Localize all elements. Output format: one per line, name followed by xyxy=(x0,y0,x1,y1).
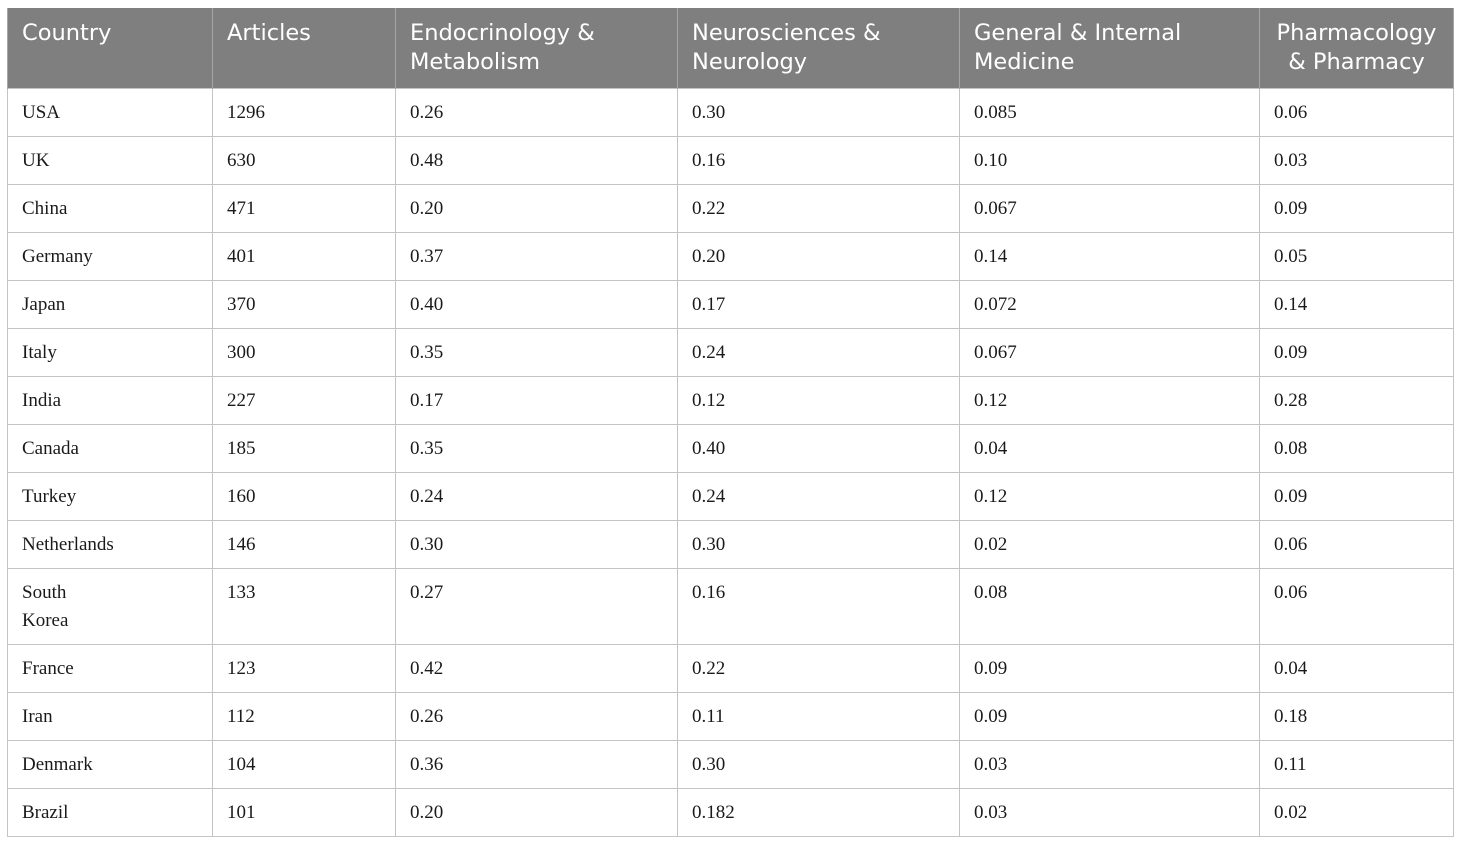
country-cell: Japan xyxy=(8,280,213,328)
pharmacology-cell: 0.06 xyxy=(1260,568,1454,644)
table-row xyxy=(8,136,1454,184)
general-medicine-cell: 0.03 xyxy=(960,788,1260,836)
articles-cell: 133 xyxy=(213,568,396,644)
table-row xyxy=(8,424,1454,472)
pharmacology-cell: 0.09 xyxy=(1260,184,1454,232)
country-text: South Korea xyxy=(22,581,69,631)
endocrinology-cell: 0.17 xyxy=(396,376,678,424)
general-medicine-cell: 0.072 xyxy=(960,280,1260,328)
table-row xyxy=(8,472,1454,520)
pharmacology-cell: 0.09 xyxy=(1260,472,1454,520)
country-cell: UK xyxy=(8,136,213,184)
general-medicine-cell: 0.09 xyxy=(960,692,1260,740)
pharmacology-cell: 0.02 xyxy=(1260,788,1454,836)
endocrinology-cell: 0.26 xyxy=(396,692,678,740)
table-row xyxy=(8,88,1454,136)
table-row xyxy=(8,568,1454,644)
endocrinology-cell: 0.24 xyxy=(396,472,678,520)
country-cell: Denmark xyxy=(8,740,213,788)
pharmacology-cell: 0.06 xyxy=(1260,88,1454,136)
articles-cell: 300 xyxy=(213,328,396,376)
pharmacology-cell: 0.03 xyxy=(1260,136,1454,184)
articles-cell: 370 xyxy=(213,280,396,328)
table-row xyxy=(8,184,1454,232)
header-endocrinology-metabolism: Endocrinology & Metabolism xyxy=(396,8,678,88)
endocrinology-cell: 0.48 xyxy=(396,136,678,184)
general-medicine-cell: 0.08 xyxy=(960,568,1260,644)
endocrinology-cell: 0.27 xyxy=(396,568,678,644)
neurosciences-cell: 0.22 xyxy=(678,184,960,232)
general-medicine-cell: 0.067 xyxy=(960,184,1260,232)
table-row xyxy=(8,692,1454,740)
pharmacology-cell: 0.18 xyxy=(1260,692,1454,740)
general-medicine-cell: 0.04 xyxy=(960,424,1260,472)
general-medicine-cell: 0.085 xyxy=(960,88,1260,136)
country-cell: Netherlands xyxy=(8,520,213,568)
country-cell: Turkey xyxy=(8,472,213,520)
neurosciences-cell: 0.22 xyxy=(678,644,960,692)
table-row xyxy=(8,520,1454,568)
articles-cell: 1296 xyxy=(213,88,396,136)
pharmacology-cell: 0.11 xyxy=(1260,740,1454,788)
neurosciences-cell: 0.20 xyxy=(678,232,960,280)
neurosciences-cell: 0.24 xyxy=(678,472,960,520)
neurosciences-cell: 0.30 xyxy=(678,740,960,788)
table-row xyxy=(8,788,1454,836)
endocrinology-cell: 0.35 xyxy=(396,328,678,376)
header-pharmacology-pharmacy: Pharmacology & Pharmacy xyxy=(1260,8,1454,88)
table-row xyxy=(8,644,1454,692)
country-category-table xyxy=(7,8,1454,837)
general-medicine-cell: 0.03 xyxy=(960,740,1260,788)
general-medicine-cell: 0.12 xyxy=(960,376,1260,424)
neurosciences-cell: 0.16 xyxy=(678,136,960,184)
header-general-internal-medicine: General & Internal Medicine xyxy=(960,8,1260,88)
pharmacology-cell: 0.04 xyxy=(1260,644,1454,692)
endocrinology-cell: 0.35 xyxy=(396,424,678,472)
endocrinology-cell: 0.42 xyxy=(396,644,678,692)
country-cell: India xyxy=(8,376,213,424)
country-cell: Germany xyxy=(8,232,213,280)
table-row xyxy=(8,740,1454,788)
articles-cell: 401 xyxy=(213,232,396,280)
table-row xyxy=(8,232,1454,280)
endocrinology-cell: 0.20 xyxy=(396,184,678,232)
country-cell: China xyxy=(8,184,213,232)
general-medicine-cell: 0.14 xyxy=(960,232,1260,280)
articles-cell: 471 xyxy=(213,184,396,232)
pharmacology-cell: 0.08 xyxy=(1260,424,1454,472)
articles-cell: 160 xyxy=(213,472,396,520)
general-medicine-cell: 0.10 xyxy=(960,136,1260,184)
country-cell: Iran xyxy=(8,692,213,740)
articles-cell: 104 xyxy=(213,740,396,788)
country-cell: Italy xyxy=(8,328,213,376)
endocrinology-cell: 0.26 xyxy=(396,88,678,136)
articles-cell: 185 xyxy=(213,424,396,472)
table-row xyxy=(8,328,1454,376)
table-header xyxy=(8,8,1454,88)
pharmacology-cell: 0.09 xyxy=(1260,328,1454,376)
pharmacology-cell: 0.05 xyxy=(1260,232,1454,280)
table-body xyxy=(8,88,1454,836)
country-cell: USA xyxy=(8,88,213,136)
country-cell: Brazil xyxy=(8,788,213,836)
general-medicine-cell: 0.02 xyxy=(960,520,1260,568)
neurosciences-cell: 0.16 xyxy=(678,568,960,644)
pharmacology-cell: 0.14 xyxy=(1260,280,1454,328)
header-articles: Articles xyxy=(213,8,396,88)
neurosciences-cell: 0.30 xyxy=(678,88,960,136)
articles-cell: 112 xyxy=(213,692,396,740)
general-medicine-cell: 0.12 xyxy=(960,472,1260,520)
country-cell: Canada xyxy=(8,424,213,472)
endocrinology-cell: 0.40 xyxy=(396,280,678,328)
country-cell: France xyxy=(8,644,213,692)
neurosciences-cell: 0.11 xyxy=(678,692,960,740)
neurosciences-cell: 0.30 xyxy=(678,520,960,568)
articles-cell: 227 xyxy=(213,376,396,424)
country-cell xyxy=(8,568,213,644)
endocrinology-cell: 0.36 xyxy=(396,740,678,788)
neurosciences-cell: 0.12 xyxy=(678,376,960,424)
pharmacology-cell: 0.28 xyxy=(1260,376,1454,424)
endocrinology-cell: 0.37 xyxy=(396,232,678,280)
general-medicine-cell: 0.067 xyxy=(960,328,1260,376)
neurosciences-cell: 0.182 xyxy=(678,788,960,836)
endocrinology-cell: 0.30 xyxy=(396,520,678,568)
header-country: Country xyxy=(8,8,213,88)
neurosciences-cell: 0.40 xyxy=(678,424,960,472)
neurosciences-cell: 0.17 xyxy=(678,280,960,328)
header-row xyxy=(8,8,1454,88)
articles-cell: 101 xyxy=(213,788,396,836)
neurosciences-cell: 0.24 xyxy=(678,328,960,376)
articles-cell: 630 xyxy=(213,136,396,184)
table-row xyxy=(8,376,1454,424)
articles-cell: 123 xyxy=(213,644,396,692)
endocrinology-cell: 0.20 xyxy=(396,788,678,836)
table-row xyxy=(8,280,1454,328)
general-medicine-cell: 0.09 xyxy=(960,644,1260,692)
header-neurosciences-neurology: Neurosciences & Neurology xyxy=(678,8,960,88)
articles-cell: 146 xyxy=(213,520,396,568)
pharmacology-cell: 0.06 xyxy=(1260,520,1454,568)
